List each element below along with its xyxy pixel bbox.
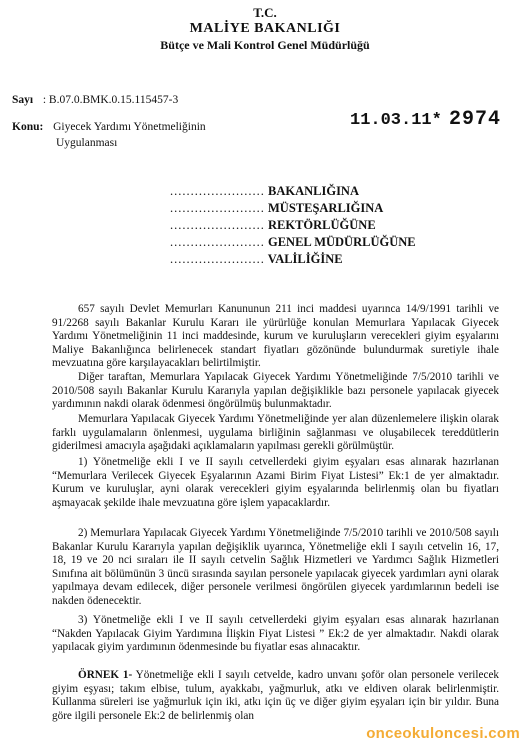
addressee-2: ....................... MÜSTEŞARLIĞINA bbox=[170, 201, 384, 215]
paragraph-2: Diğer taraftan, Memurlara Yapılacak Giyecek Yardımı Yönetmeliğinde 7/5/2010 tarihli ve 2010/508 sayılı Bakanlar Kurulu Kararıyla yapılan değişiklikle bazı personele yapılacak giyecek yardımının nakdi olarak ödenmesi öngörülmüş bulunmaktadır. bbox=[52, 371, 499, 410]
stamp-date: 11.03.11* bbox=[350, 111, 442, 130]
sayi-label: Sayı bbox=[12, 94, 34, 106]
sayi-row bbox=[12, 94, 178, 106]
addressee-5: ....................... VALİLİĞİNE bbox=[170, 252, 343, 266]
paragraph-5: 2) Memurlara Yapılacak Giyecek Yardımı Yönetmeliğinde 7/5/2010 tarihli ve 2010/508 sayılı Bakanlar Kurulu Kararıyla yapılan değişiklik uyarınca, Yönetmeliğe ekli I sayılı cetvelin 16, 17, 18, 19 ve 20 nci sıraları ile II sayılı cetvelin Sağlık Hizmetleri ve Yardımcı Sağlık Hizmetleri Sınıfına ait bölümünün 3 üncü sırasında sayılan personele yapılacak giyecek yardımları ayni olarak yapılmaya devam edilecek, diğer personele verilmesi öngörülen giyecek yardımlarının bedeli ise nakden ödenecektir. bbox=[52, 527, 499, 607]
paragraph-4: 1) Yönetmeliğe ekli I ve II sayılı cetvellerdeki giyim eşyaları esas alınarak hazırlanan “Memurlara Verilecek Giyecek Eşyalarının Azami Birim Fiyat Listesi” Ek:1 de yer almaktadır. Kurum ve kuruluşlar, ayni olarak verecekleri giyim eşyalarında belirlenmiş olan bu fiyatları aşmayacak şekilde ihale mevzuatına göre işlem yapacaklardır. bbox=[52, 456, 499, 509]
watermark: onceokuloncesi.com bbox=[366, 725, 520, 742]
konu-line1: Giyecek Yardımı Yönetmeliğinin bbox=[53, 121, 206, 133]
konu-label: Konu: bbox=[12, 121, 44, 133]
header-tc: T.C. bbox=[253, 5, 277, 20]
addressee-4: ....................... GENEL MÜDÜRLÜĞÜNE bbox=[170, 235, 416, 249]
paragraph-1: 657 sayılı Devlet Memurları Kanununun 211 inci maddesi uyarınca 14/9/1991 tarihli ve 91/2268 sayılı Bakanlar Kurulu Kararı ile yürürlüğe konulan Memurlara Yapılacak Giyecek Yardımı Yönetmeliğinin 11 inci maddesinde, kurum ve kuruluşların verecekleri giyim eşyalarını Maliye Bakanlığınca belirlenecek standart fiyatları gözönünde bulundurmak suretiyle ihale mevzuatına göre karşılayacakları belirtilmiştir. bbox=[52, 303, 499, 369]
stamp-number: 2974 bbox=[449, 108, 502, 131]
konu-line2: Uygulanması bbox=[56, 137, 118, 149]
addressee-3: ....................... REKTÖRLÜĞÜNE bbox=[170, 218, 376, 232]
header-ministry: MALİYE BAKANLIĞI bbox=[189, 21, 341, 36]
header-department: Bütçe ve Mali Kontrol Genel Müdürlüğü bbox=[160, 38, 370, 52]
paragraph-7: ÖRNEK 1- Yönetmeliğe ekli I sayılı cetvelde, kadro unvanı şoför olan personele verilecek giyim eşyası; takım elbise, tulum, ayakkabı, yağmurluk, atkı ve eldiven olarak belirlenmiştir. Kullanma süreleri ise yağmurluk için iki, atkı için üç ve diğer giyim eşyaları için bir yıldır. Buna göre ilgili personele Ek:2 de belirlenmiş olan bbox=[52, 669, 500, 722]
addressee-1: ....................... BAKANLIĞINA bbox=[170, 184, 359, 198]
sayi-value: : B.07.0.BMK.0.15.115457-3 bbox=[42, 94, 179, 106]
example-lead: ÖRNEK 1- bbox=[78, 669, 133, 681]
konu-row bbox=[12, 121, 206, 133]
paragraph-3: Memurlara Yapılacak Giyecek Yardımı Yönetmeliğinde yer alan düzenlemelere ilişkin olarak farklı uygulamaların önlenmesi, uygulama birliğinin sağlanması ve oluşabilecek tereddütlerin giderilmesi amacıyla aşağıdaki açıklamaların yapılması gerekli görülmüştür. bbox=[52, 413, 499, 452]
paragraph-6: 3) Yönetmeliğe ekli I ve II sayılı cetvellerdeki giyim eşyaları esas alınarak hazırlanan “Nakden Yapılacak Giyim Yardımına İlişkin Fiyat Listesi ” Ek:2 de yer almaktadır. Nakdi olarak yapılacak giyim yardımının ödenmesinde bu fiyatlar esas alınacaktır. bbox=[52, 614, 499, 653]
